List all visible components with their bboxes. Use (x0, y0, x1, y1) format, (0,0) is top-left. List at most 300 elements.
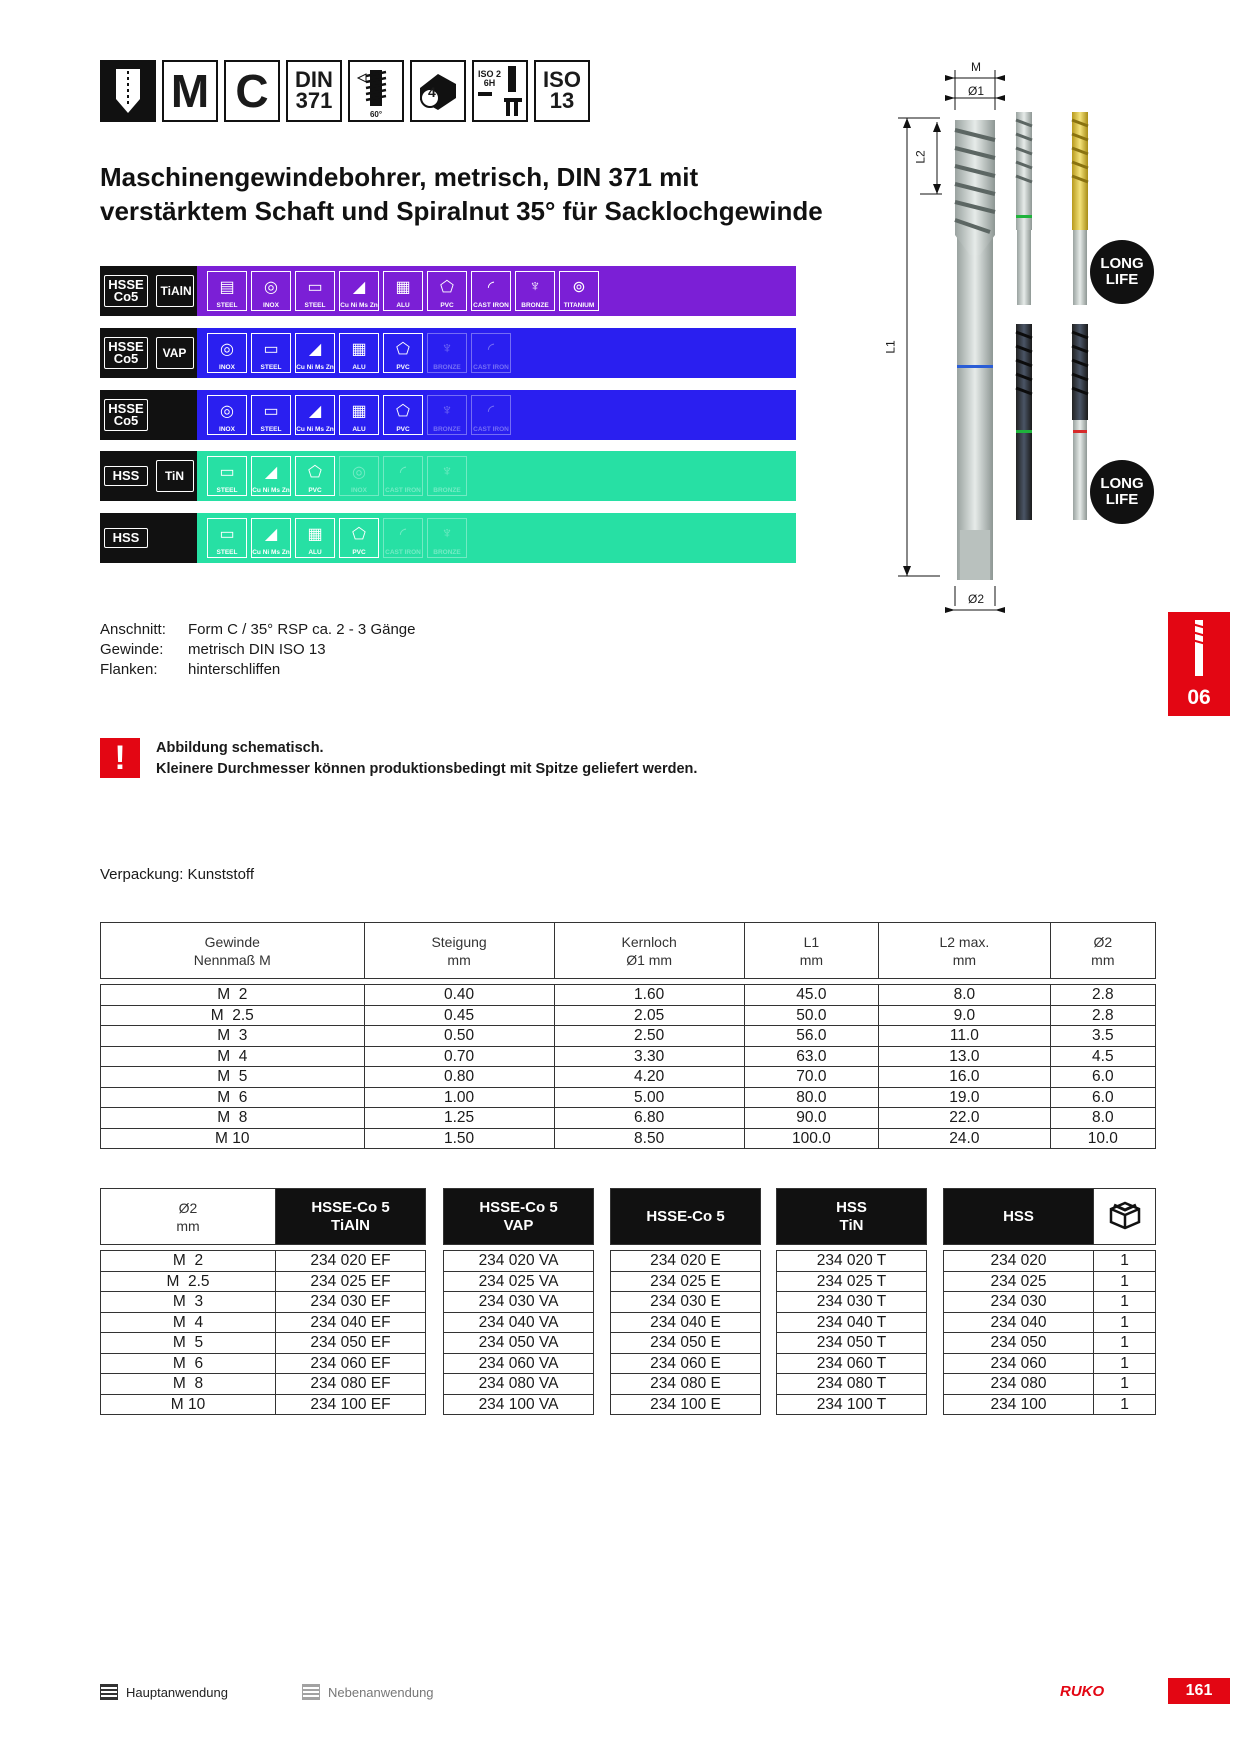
table-row (444, 1312, 594, 1333)
cast-iron-icon (471, 395, 511, 435)
table-cell: 0.45 (364, 1005, 554, 1026)
alu-icon (339, 395, 379, 435)
legend-secondary-label: Nebenanwendung (328, 1684, 434, 1700)
order-code-cell: 234 040 (944, 1312, 1094, 1333)
table-row (944, 1353, 1156, 1374)
order-code-cell: 234 025 (944, 1271, 1094, 1292)
pvc-icon-glyph: ⬠ (396, 402, 410, 420)
order-code-cell: 234 030 E (611, 1292, 761, 1313)
order-code-cell: 234 080 VA (444, 1374, 594, 1395)
material-label: INOX (219, 426, 235, 433)
order-header-row (777, 1189, 927, 1245)
table-row (101, 1108, 1156, 1129)
bronze-icon-glyph: ♆ (441, 339, 453, 357)
coating-label: TiAlN (156, 275, 194, 307)
order-code-cell: 234 030 (944, 1292, 1094, 1313)
table-row (611, 1292, 761, 1313)
table-row (101, 985, 1156, 1006)
nonferrous-icon (295, 395, 335, 435)
material-label: BRONZE (433, 426, 461, 433)
order-code-cell: 234 050 EF (276, 1333, 426, 1354)
order-code-cell: 234 050 (944, 1333, 1094, 1354)
material-label: CAST IRON (473, 426, 509, 433)
inox-icon (251, 271, 291, 311)
nonferrous-icon-glyph: ◢ (308, 340, 322, 358)
dimensions-header-row (101, 923, 1156, 979)
size-cell: M 8 (101, 1374, 276, 1395)
quantity-cell: 1 (1094, 1251, 1156, 1272)
material-label: STEEL (216, 302, 238, 309)
table-row (944, 1394, 1156, 1415)
material-label: INOX (263, 302, 279, 309)
table-row (944, 1374, 1156, 1395)
material-label: STEEL (216, 549, 238, 556)
table-row (611, 1271, 761, 1292)
spec-key: Flanken: (100, 661, 158, 678)
pvc-icon-glyph: ⬠ (308, 463, 322, 481)
table-cell: 9.0 (879, 1005, 1051, 1026)
column-header-line: mm (447, 951, 471, 968)
order-code-cell: 234 080 E (611, 1374, 761, 1395)
material-label: TITANIUM (563, 302, 595, 309)
alu-icon (383, 271, 423, 311)
material-band (100, 451, 796, 501)
titanium-icon-glyph: ⊚ (572, 278, 586, 296)
steel-icon (251, 333, 291, 373)
order-code-cell: 234 020 T (777, 1251, 927, 1272)
steel-icon-glyph: ▭ (263, 402, 279, 420)
column-header (777, 1189, 927, 1245)
material-band (100, 513, 796, 563)
column-header-line: HSSE-Co 5 (311, 1198, 390, 1216)
table-row (101, 1353, 426, 1374)
metric-m-label: M (170, 65, 210, 117)
order-code-cell: 234 020 E (611, 1251, 761, 1272)
table-cell: 80.0 (744, 1087, 878, 1108)
long-life-line1: LONG (1100, 255, 1144, 272)
long-life-line2: LIFE (1105, 271, 1139, 288)
column-header (1050, 923, 1155, 979)
column-header (444, 1189, 594, 1245)
din-371-icon (286, 60, 342, 122)
legend-primary (100, 1684, 228, 1700)
quantity-cell: 1 (1094, 1333, 1156, 1354)
alu-icon-glyph: ▦ (351, 340, 367, 358)
quantity-cell: 1 (1094, 1312, 1156, 1333)
material-label: Cu Ni Ms Zn (340, 302, 378, 309)
material-label: CAST IRON (473, 364, 509, 371)
coating-badge (152, 266, 197, 316)
column-header (611, 1189, 761, 1245)
quantity-cell: 1 (1094, 1271, 1156, 1292)
table-cell: 4.5 (1050, 1046, 1155, 1067)
application-strip (197, 513, 796, 563)
table-cell: 0.80 (364, 1067, 554, 1088)
tolerance-class-label: 6H (483, 78, 496, 88)
bronze-icon-glyph: ♆ (529, 277, 541, 295)
table-row (444, 1353, 594, 1374)
steel-icon (207, 518, 247, 558)
order-table (610, 1188, 761, 1415)
bronze-icon-glyph: ♆ (441, 462, 453, 480)
order-code-cell: 234 040 E (611, 1312, 761, 1333)
order-table (776, 1188, 927, 1415)
order-code-cell: 234 020 VA (444, 1251, 594, 1272)
coating-label: TiN (156, 460, 194, 492)
quantity-cell: 1 (1094, 1374, 1156, 1395)
application-strip (197, 328, 796, 378)
column-header (554, 923, 744, 979)
table-cell: 6.0 (1050, 1087, 1155, 1108)
material-label: PVC (396, 426, 410, 433)
pvc-icon-glyph: ⬠ (352, 525, 366, 543)
table-row (101, 1128, 1156, 1149)
table-row (101, 1374, 426, 1395)
order-table-block (943, 1188, 1156, 1415)
column-header (879, 923, 1051, 979)
column-header-line: L1 (803, 933, 820, 950)
primary-application-icon (100, 1684, 118, 1700)
tool-material-badge (100, 513, 152, 563)
order-code-cell: 234 100 (944, 1394, 1094, 1415)
column-header-line: Gewinde (204, 933, 260, 950)
warning-note (100, 738, 697, 780)
order-code-cell: 234 060 VA (444, 1353, 594, 1374)
cast-iron-icon (471, 333, 511, 373)
steel-icon-glyph: ▭ (307, 278, 323, 296)
table-row (444, 1374, 594, 1395)
material-label: PVC (396, 364, 410, 371)
thread-angle-icon (348, 60, 404, 122)
order-code-cell: 234 060 T (777, 1353, 927, 1374)
column-header-line: mm (799, 951, 824, 968)
flute-count-icon (410, 60, 466, 122)
table-cell: 2.8 (1050, 1005, 1155, 1026)
table-row (777, 1333, 927, 1354)
material-label: STEEL (260, 364, 282, 371)
tool-material-label: HSSE Co5 (104, 337, 148, 369)
column-header-line: Steigung (431, 933, 487, 950)
page-number: 161 (1168, 1678, 1230, 1704)
spec-row (100, 640, 415, 660)
secondary-application-icon (302, 1684, 320, 1700)
pvc-icon (383, 395, 423, 435)
table-cell: 6.80 (554, 1108, 744, 1129)
alu-icon (339, 333, 379, 373)
table-cell: 4.20 (554, 1067, 744, 1088)
order-code-cell: 234 100 T (777, 1394, 927, 1415)
tool-material-label: HSS (104, 528, 148, 548)
table-cell: 16.0 (879, 1067, 1051, 1088)
long-life-badge (1090, 256, 1154, 288)
application-strip (197, 390, 796, 440)
order-code-cell: 234 030 VA (444, 1292, 594, 1313)
tolerance-iso-label: ISO 2 (478, 69, 502, 79)
chapter-tab (1168, 612, 1230, 716)
order-code-cell: 234 100 E (611, 1394, 761, 1415)
warning-icon: ! (100, 738, 140, 778)
pvc-icon (339, 518, 379, 558)
table-row (101, 1251, 426, 1272)
table-cell: 1.00 (364, 1087, 554, 1108)
column-header-line: Ø2 (178, 1199, 198, 1216)
table-row (944, 1292, 1156, 1313)
table-cell: 6.0 (1050, 1067, 1155, 1088)
tap-drawing (860, 60, 1190, 620)
spec-row (100, 620, 415, 640)
table-row (101, 1312, 426, 1333)
table-cell: 45.0 (744, 985, 878, 1006)
coating-badge (152, 328, 197, 378)
material-label: STEEL (304, 302, 326, 309)
column-header-line: TiAlN (331, 1216, 370, 1234)
order-table (943, 1188, 1156, 1415)
order-code-cell: 234 040 VA (444, 1312, 594, 1333)
table-row (777, 1353, 927, 1374)
column-header-line: VAP (503, 1216, 534, 1234)
column-header (364, 923, 554, 979)
bronze-icon-glyph: ♆ (441, 524, 453, 542)
table-row (611, 1394, 761, 1415)
column-header (101, 1189, 276, 1245)
column-header-line: HSS (1003, 1207, 1034, 1225)
table-cell: 56.0 (744, 1026, 878, 1047)
order-code-cell: 234 025 E (611, 1271, 761, 1292)
inox-icon-glyph: ◎ (220, 340, 234, 358)
tolerance-icon (472, 60, 528, 122)
cast-iron-icon (383, 518, 423, 558)
column-header-line: mm (952, 951, 977, 968)
cast-iron-icon-glyph: ◜ (487, 402, 495, 420)
table-cell: 0.50 (364, 1026, 554, 1047)
inox-icon (207, 395, 247, 435)
material-label: INOX (351, 487, 367, 494)
bronze-icon (427, 518, 467, 558)
spec-key: Gewinde: (100, 641, 164, 658)
material-label: CAST IRON (385, 549, 421, 556)
pvc-icon-glyph: ⬠ (396, 340, 410, 358)
table-row (101, 1394, 426, 1415)
nonferrous-icon (251, 518, 291, 558)
table-cell: M 10 (101, 1128, 365, 1149)
material-label: Cu Ni Ms Zn (252, 487, 290, 494)
iso-13-icon (534, 60, 590, 122)
inox-icon-glyph: ◎ (220, 402, 234, 420)
order-header-row (444, 1189, 594, 1245)
inox-icon-glyph: ◎ (264, 278, 278, 296)
table-cell: 1.25 (364, 1108, 554, 1129)
material-label: STEEL (216, 487, 238, 494)
table-row (101, 1005, 1156, 1026)
table-cell: M 2.5 (101, 1005, 365, 1026)
long-life-line2: LIFE (1105, 491, 1139, 508)
metric-m-icon (162, 60, 218, 122)
table-row (611, 1353, 761, 1374)
column-header (944, 1189, 1094, 1245)
material-label: Cu Ni Ms Zn (296, 426, 334, 433)
table-row (944, 1312, 1156, 1333)
spec-row (100, 660, 415, 680)
material-label: PVC (308, 487, 322, 494)
table-cell: 22.0 (879, 1108, 1051, 1129)
table-row (444, 1292, 594, 1313)
dim-d2-label: Ø2 (967, 592, 984, 606)
column-header-line: Ø2 (1093, 933, 1113, 950)
column-header (744, 923, 878, 979)
header-icon-row (100, 60, 590, 122)
high-strength-steel-icon (207, 271, 247, 311)
size-cell: M 2 (101, 1251, 276, 1272)
table-row (611, 1333, 761, 1354)
bronze-icon (427, 395, 467, 435)
table-cell: 11.0 (879, 1026, 1051, 1047)
column-header (101, 923, 365, 979)
order-code-cell: 234 100 VA (444, 1394, 594, 1415)
order-header-row (101, 1189, 426, 1245)
order-table-block (100, 1188, 426, 1415)
table-row (944, 1333, 1156, 1354)
column-header-line: mm (1091, 951, 1115, 968)
high-strength-steel-icon-glyph: ▤ (219, 278, 235, 296)
order-code-cell: 234 040 T (777, 1312, 927, 1333)
table-cell: 63.0 (744, 1046, 878, 1067)
table-row (101, 1271, 426, 1292)
table-row (611, 1374, 761, 1395)
form-c-label: C (235, 65, 269, 117)
table-cell: 0.40 (364, 985, 554, 1006)
table-cell: 8.50 (554, 1128, 744, 1149)
material-label: PVC (440, 302, 454, 309)
table-cell: 1.60 (554, 985, 744, 1006)
din-label: DIN (295, 67, 333, 93)
order-code-cell: 234 020 EF (276, 1251, 426, 1272)
steel-icon-glyph: ▭ (263, 340, 279, 358)
order-code-cell: 234 020 (944, 1251, 1094, 1272)
angle-label: 60° (369, 110, 383, 119)
table-row (444, 1271, 594, 1292)
din-number: 371 (295, 88, 333, 113)
coating-badge (152, 451, 197, 501)
order-code-cell: 234 060 (944, 1353, 1094, 1374)
nonferrous-icon-glyph: ◢ (264, 463, 278, 481)
coating-badge (152, 390, 197, 440)
legend-primary-label: Hauptanwendung (126, 1684, 228, 1700)
table-cell: M 3 (101, 1026, 365, 1047)
material-label: ALU (396, 302, 410, 309)
cast-iron-icon-glyph: ◜ (399, 525, 407, 543)
size-cell: M 10 (101, 1394, 276, 1415)
order-code-cell: 234 030 EF (276, 1292, 426, 1313)
tool-material-label: HSSE Co5 (104, 399, 148, 431)
order-code-cell: 234 030 T (777, 1292, 927, 1313)
table-cell: M 6 (101, 1087, 365, 1108)
tool-material-badge (100, 390, 152, 440)
bronze-icon (427, 333, 467, 373)
quantity-cell: 1 (1094, 1292, 1156, 1313)
column-header-line: HSSE-Co 5 (646, 1207, 725, 1225)
alu-icon (295, 518, 335, 558)
form-c-icon (224, 60, 280, 122)
page-title: Maschinengewindebohrer, metrisch, DIN 371 mit verstärktem Schaft und Spiralnut 35° für Sacklochgewinde (100, 162, 823, 226)
table-cell: 0.70 (364, 1046, 554, 1067)
table-row (101, 1087, 1156, 1108)
nonferrous-icon (295, 333, 335, 373)
application-strip (197, 451, 796, 501)
steel-icon-glyph: ▭ (219, 463, 235, 481)
column-header-line: HSS (836, 1198, 867, 1216)
spec-value: Form C / 35° RSP ca. 2 - 3 Gänge (188, 621, 416, 638)
packaging-note: Verpackung: Kunststoff (100, 866, 254, 883)
order-code-cell: 234 060 EF (276, 1353, 426, 1374)
material-label: BRONZE (433, 364, 461, 371)
order-table-block (610, 1188, 761, 1415)
titanium-icon (559, 271, 599, 311)
pvc-icon-glyph: ⬠ (440, 278, 454, 296)
table-cell: 5.00 (554, 1087, 744, 1108)
size-cell: M 2.5 (101, 1271, 276, 1292)
bronze-icon-glyph: ♆ (441, 401, 453, 419)
long-life-line1: LONG (1100, 475, 1144, 492)
spec-key: Anschnitt: (100, 621, 166, 638)
quantity-cell: 1 (1094, 1394, 1156, 1415)
material-band (100, 328, 796, 378)
table-row (444, 1251, 594, 1272)
cast-iron-icon-glyph: ◜ (487, 340, 495, 358)
material-label: STEEL (260, 426, 282, 433)
size-cell: M 4 (101, 1312, 276, 1333)
coating-badge (152, 513, 197, 563)
material-label: BRONZE (433, 549, 461, 556)
dimensions-table (100, 922, 1156, 1149)
table-row (101, 1026, 1156, 1047)
table-cell: M 2 (101, 985, 365, 1006)
steel-icon (207, 456, 247, 496)
material-band (100, 266, 796, 316)
alu-icon-glyph: ▦ (395, 278, 411, 296)
size-cell: M 6 (101, 1353, 276, 1374)
table-cell: 13.0 (879, 1046, 1051, 1067)
material-label: INOX (219, 364, 235, 371)
order-table-block (776, 1188, 927, 1415)
quantity-cell: 1 (1094, 1353, 1156, 1374)
table-row (101, 1046, 1156, 1067)
table-row (777, 1271, 927, 1292)
table-cell: 50.0 (744, 1005, 878, 1026)
flute-count-label: 4 (428, 84, 436, 100)
column-header-line: TiN (839, 1216, 864, 1234)
tool-material-badge (100, 328, 152, 378)
legend-secondary (302, 1684, 434, 1700)
tap-drawing-svg (860, 60, 1190, 620)
table-row (101, 1292, 426, 1313)
table-row (101, 1333, 426, 1354)
table-cell: 19.0 (879, 1087, 1051, 1108)
cast-iron-icon (383, 456, 423, 496)
material-label: ALU (352, 426, 366, 433)
table-row (944, 1251, 1156, 1272)
table-row (101, 1067, 1156, 1088)
column-header-line: L2 max. (939, 933, 990, 950)
cast-iron-icon-glyph: ◜ (487, 278, 495, 296)
alu-icon-glyph: ▦ (307, 525, 323, 543)
table-cell: M 8 (101, 1108, 365, 1129)
table-cell: 3.5 (1050, 1026, 1155, 1047)
table-row (444, 1394, 594, 1415)
column-header-line: HSSE-Co 5 (479, 1198, 558, 1216)
table-cell: 24.0 (879, 1128, 1051, 1149)
table-row (611, 1251, 761, 1272)
order-code-cell: 234 100 EF (276, 1394, 426, 1415)
